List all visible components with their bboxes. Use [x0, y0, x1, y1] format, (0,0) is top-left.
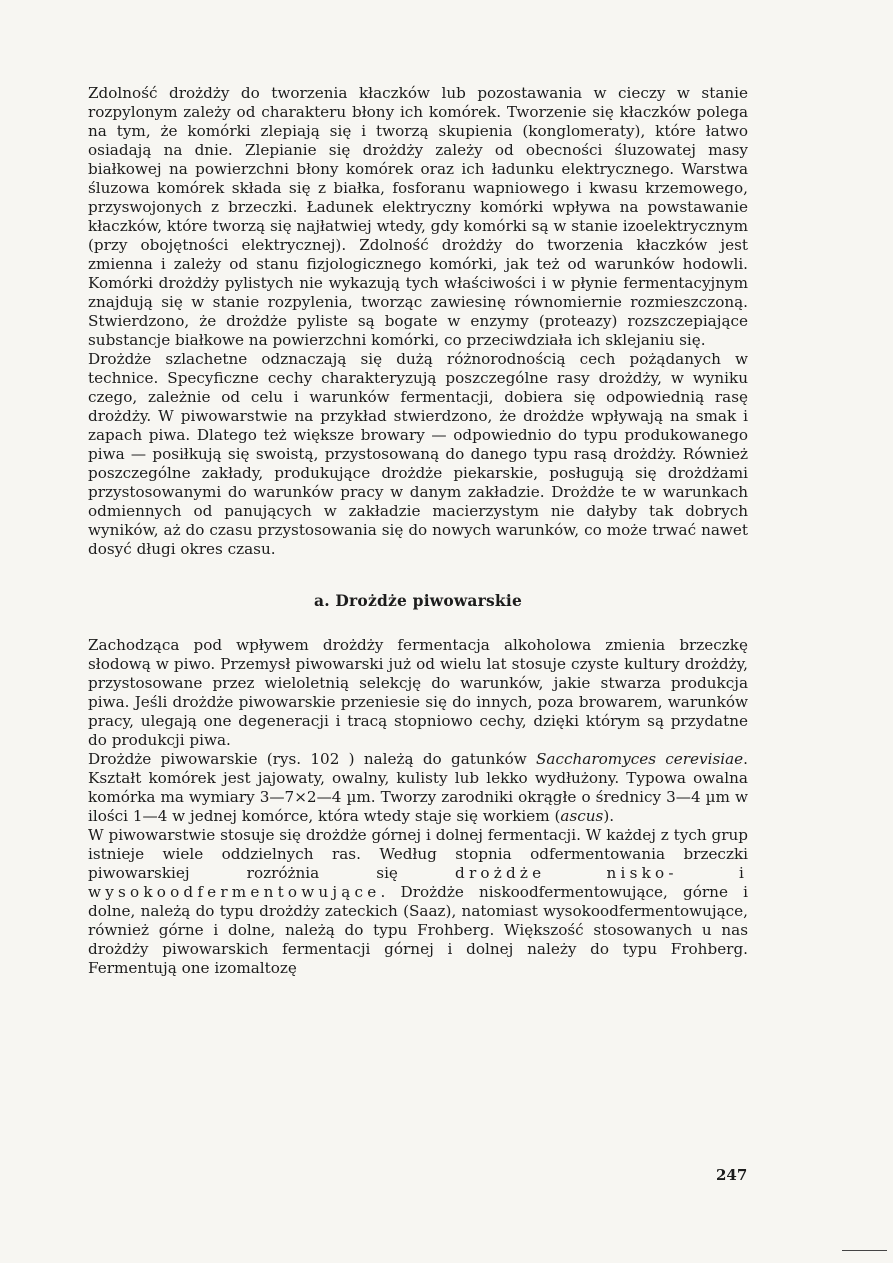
- species-text-c: ).: [603, 807, 615, 825]
- species-name: Saccharomyces cerevisiae: [536, 750, 744, 768]
- species-text-b: . Kształt komórek jest jajowaty, owalny, kulisty lub lekko wydłużony. Typowa owalna komórka ma wymiary 3—7×2—4 µm. Tworzy zarodniki okrągłe o średnicy 3—4 µm w ilości 1—4 w jednej komórce, która wtedy staje się workiem (: [88, 750, 748, 825]
- section-heading: a. Drożdże piwowarskie: [313, 591, 523, 610]
- spaced-term: drożdże nisko- i wysokoodfermentowujące: [88, 864, 749, 901]
- fermentation-text-a: W piwowarstwie stosuje się drożdże górnej i dolnej fermentacji. W każdej z tych grup istnieje wiele oddzielnych ras. Według stopnia odfermentowania brzeczki piwowarskiej rozróżnia się: [88, 826, 748, 882]
- species-text-a: Drożdże piwowarskie (rys. 102 ) należą do gatunków: [88, 750, 537, 768]
- paragraph-species: [88, 750, 748, 826]
- paragraph-flocculation: Zdolność drożdży do tworzenia kłaczków lub pozostawania w cieczy w stanie rozpylonym zależy od charakteru błony ich komórek. Tworzenie się kłaczków polega na tym, że komórki zlepiają się i tworzą skupienia (konglomeraty), które łatwo osiadają na dnie. Zlepianie się drożdży zależy od obecności śluzowatej masy białkowej na powierzchni błony komórek oraz ich ładunku elektrycznego. Warstwa śluzowa komórek składa się z białka, fosforanu wapniowego i kwasu krzemowego, przyswojonych z brzeczki. Ładunek elektryczny komórki wpływa na powstawanie kłaczków, które tworzą się najłatwiej wtedy, gdy komórki są w stanie izoelektrycznym (przy obojętności elektrycznej). Zdolność drożdży do tworzenia kłaczków jest zmienna i zależy od stanu fizjologicznego komórki, jak też od warunków hodowli. Komórki drożdży pylistych nie wykazują tych właściwości i w płynie fermentacyjnym znajdują się w stanie rozpylenia, tworząc zawiesinę równomiernie rozmieszczoną. Stwierdzono, że drożdże pyliste są bogate w enzymy (proteazy) rozszczepiające substancje białkowe na powierzchni komórki, co przeciwdziała ich sklejaniu się.: [88, 84, 748, 349]
- fermentation-text-b: . Drożdże niskoodfermentowujące, górne i dolne, należą do typu drożdży zateckich (Saaz), natomiast wysokoodfermentowujące, również górne i dolne, należą do typu Frohberg. Większość stosowanych u nas drożdży piwowarskich fermentacji górnej i dolnej należy do typu Frohberg. Fermentują one izomaltozę: [88, 883, 748, 977]
- paragraph-fermentation-types: [88, 826, 748, 978]
- footer-rule: [842, 1250, 887, 1251]
- paragraph-brewing-intro: Zachodząca pod wpływem drożdży fermentacja alkoholowa zmienia brzeczkę słodową w piwo. Przemysł piwowarski już od wielu lat stosuje czyste kultury drożdży, przystosowane przez wieloletnią selekcję do warunków, jakie stwarza produkcja piwa. Jeśli drożdże piwowarskie przeniesie się do innych, poza browarem, warunków pracy, ulegają one degeneracji i tracą stopniowo cechy, dzięki którym są przydatne do produkcji piwa.: [88, 636, 748, 749]
- paragraph-noble-yeasts: Drożdże szlachetne odznaczają się dużą różnorodnością cech pożądanych w technice. Specyficzne cechy charakteryzują poszczególne rasy drożdży, w wyniku czego, zależnie od celu i warunków fermentacji, dobiera się odpowiednią rasę drożdży. W piwowarstwie na przykład stwierdzono, że drożdże wpływają na smak i zapach piwa. Dlatego też większe browary — odpowiednio do typu produkowanego piwa — posiłkują się swoistą, przystosowaną do danego typu rasą drożdży. Również poszczególne zakłady, produkujące drożdże piekarskie, posługują się drożdżami przystosowanymi do warunków pracy w danym zakładzie. Drożdże te w warunkach odmiennych od panujących w zakładzie macierzystym nie dałyby tak dobrych wyników, aż do czasu przystosowania się do nowych warunków, co może trwać nawet dosyć długi okres czasu.: [88, 350, 748, 558]
- ascus-term: ascus: [560, 807, 604, 825]
- page-body: [88, 84, 748, 978]
- page-number: 247: [716, 1166, 748, 1184]
